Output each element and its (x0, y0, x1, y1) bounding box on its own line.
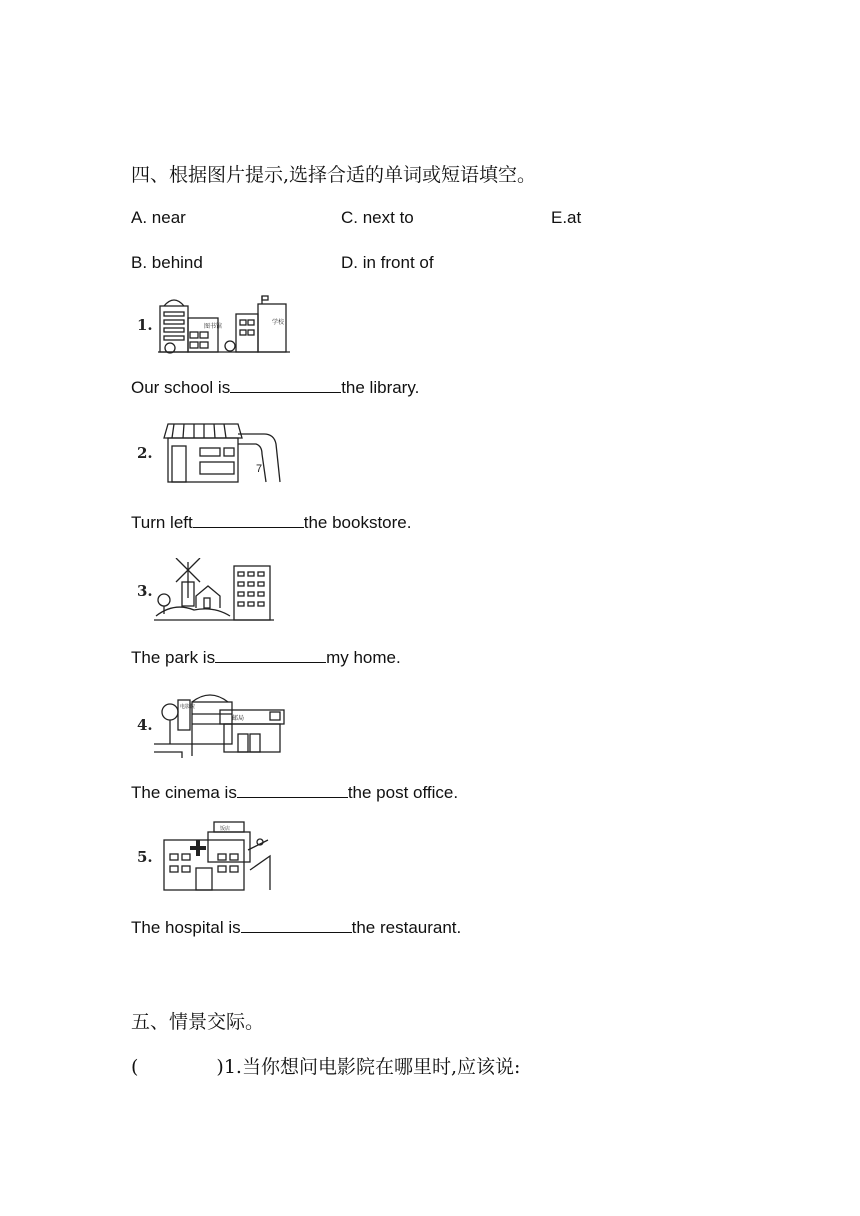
option-b: B. behind (131, 253, 203, 272)
answer-blank[interactable] (215, 648, 326, 663)
answer-blank[interactable] (193, 513, 304, 528)
picture-number: 2. (137, 444, 153, 462)
option-e: E.at (551, 208, 582, 227)
picture-number: 4. (137, 716, 153, 734)
answer-blank[interactable] (237, 783, 348, 798)
question-3-sentence (131, 648, 401, 668)
section-4-heading: 四、根据图片提示,选择合适的单词或短语填空。 (131, 164, 537, 186)
sentence-end: my home. (326, 648, 401, 667)
restaurant-sign: 饭店 (220, 826, 231, 832)
sentence-end: the bookstore. (303, 513, 412, 532)
picture-4-cinema-post-office (134, 688, 294, 758)
sentence-end: the library. (341, 378, 420, 397)
picture-number: 3. (137, 582, 153, 600)
sentence-start: Our school is (131, 378, 231, 397)
sentence-start: Turn left (131, 513, 193, 532)
option-a: A. near (131, 208, 186, 227)
picture-1-school-library (134, 292, 294, 356)
sentence-start: The hospital is (131, 918, 241, 937)
question-5-sentence (131, 918, 461, 938)
post-office-sign: 邮局 (232, 716, 245, 722)
question-text: )1.当你想问电影院在哪里时,应该说: (216, 1056, 521, 1078)
picture-number: 5. (137, 848, 153, 866)
section-5-question-1 (131, 1052, 520, 1079)
question-2-sentence (131, 513, 411, 533)
option-d: D. in front of (341, 253, 434, 272)
answer-blank[interactable] (230, 378, 341, 393)
section-5-heading: 五、情景交际。 (131, 1011, 265, 1033)
school-sign: 学校 (272, 320, 285, 326)
road-number: 7 (256, 463, 263, 475)
question-4-sentence (131, 783, 458, 803)
sentence-start: The park is (131, 648, 216, 667)
library-sign: 图书馆 (204, 324, 223, 330)
answer-paren-open: ( (131, 1056, 139, 1078)
sentence-end: the restaurant. (351, 918, 462, 937)
picture-2-bookstore (134, 420, 284, 486)
sentence-start: The cinema is (131, 783, 237, 802)
option-c: C. next to (341, 208, 414, 227)
sentence-end: the post office. (347, 783, 459, 802)
answer-blank[interactable] (241, 918, 352, 933)
picture-5-hospital-restaurant (134, 820, 274, 892)
question-1-sentence (131, 378, 419, 398)
cinema-sign: 电影院 (180, 704, 196, 710)
picture-3-park-home (134, 558, 284, 624)
picture-number: 1. (137, 316, 153, 334)
